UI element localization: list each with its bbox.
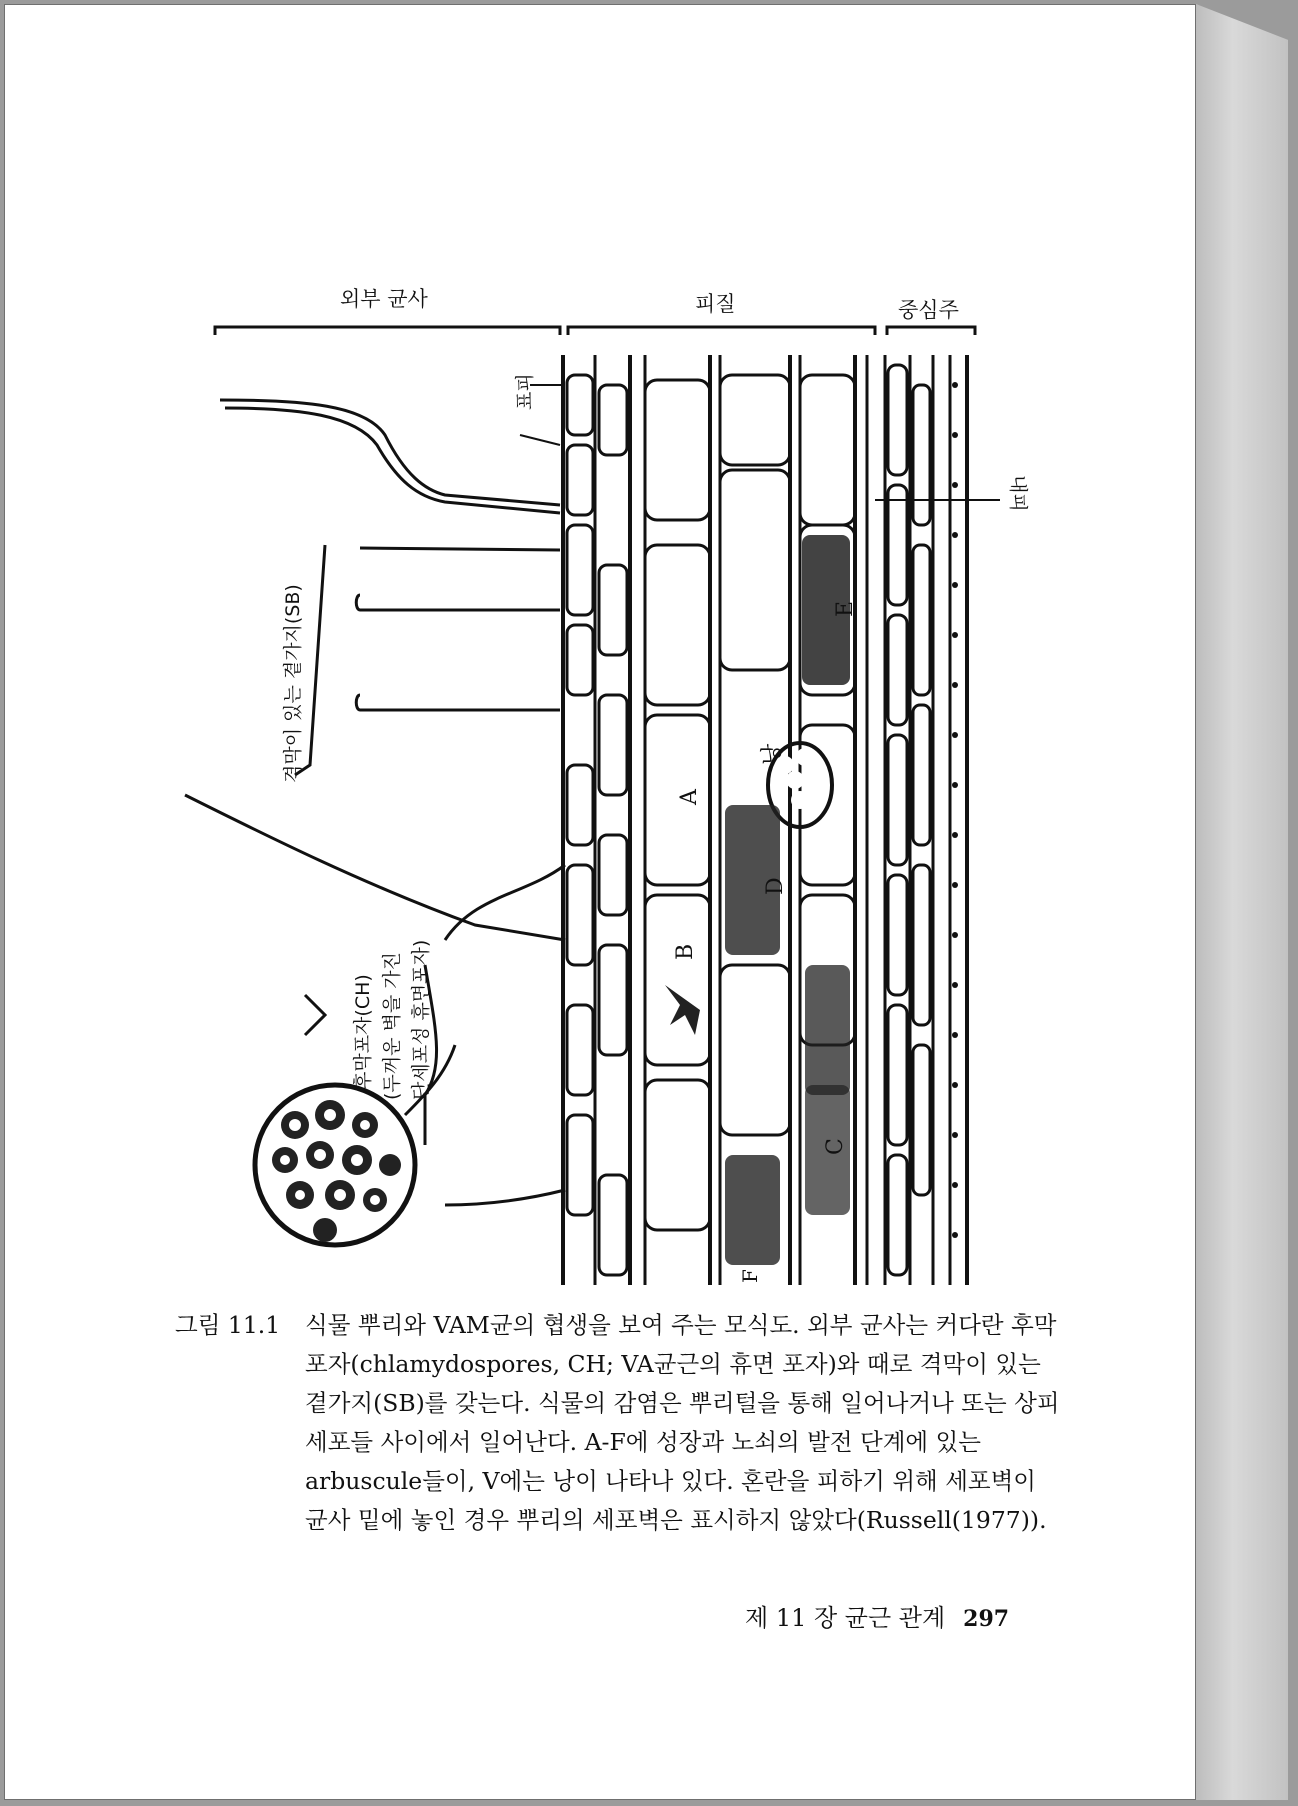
chlamydospore-label-line-1: 후막포자(CH)	[352, 974, 374, 1090]
region-label-cortex: 피질	[695, 292, 736, 316]
cell-letter-d: D	[763, 877, 788, 895]
cell-letter-e: E	[833, 600, 858, 617]
septate-branch-label: 격막이 있는 곁가지(SB)	[282, 584, 304, 783]
chapter-title: 제 11 장 균근 관계	[745, 1604, 946, 1632]
page-number: 297	[963, 1606, 1010, 1632]
bracket-outer-hyphae	[215, 327, 560, 335]
bracket-cortex	[568, 327, 875, 335]
endodermis-label: 내피	[1007, 475, 1029, 512]
chlamydospore-label-line-2: (두꺼운 벽을 가진	[381, 952, 403, 1100]
chlamydospore-label-line-3: 단세포성 휴면포자)	[410, 939, 432, 1100]
root-mycorrhiza-illustration	[5, 5, 1197, 1295]
region-label-stele: 중심주	[898, 298, 959, 322]
region-label-outer-hyphae: 외부 균사	[340, 287, 428, 311]
cell-letter-a: A	[677, 789, 702, 805]
caption-text: 식물 뿌리와 VAM균의 협생을 보여 주는 모식도. 외부 균사는 커다란 후막포자(chlamydospores, CH; VA균근의 휴면 포자)와 때로 격막이 있는 곁가지(SB)를 갖는다. 식물의 감염은 뿌리털을 통해 일어나거나 또는 상피세포들 사이에서 일어난다. A-F에 성장과 노쇠의 발전 단계에 있는 arbuscule들이, V에는 낭이 나타나 있다. 혼란을 피하기 위해 세포벽이 균사 밑에 놓인 경우 뿌리의 세포벽은 표시하지 않았다(Russell(1977)).	[305, 1311, 1060, 1534]
epidermis-label: 표피	[514, 373, 536, 410]
page-footer	[745, 1598, 1009, 1633]
cell-letter-c: C	[823, 1138, 848, 1155]
cell-letter-f: F	[738, 1269, 762, 1283]
vesicle-label: 낭	[760, 743, 785, 765]
caption-label: 그림 11.1	[175, 1311, 281, 1339]
page-edge-shadow	[1196, 4, 1288, 1800]
book-page	[4, 4, 1196, 1800]
bracket-stele	[887, 327, 975, 335]
cell-letter-b: B	[673, 943, 698, 960]
